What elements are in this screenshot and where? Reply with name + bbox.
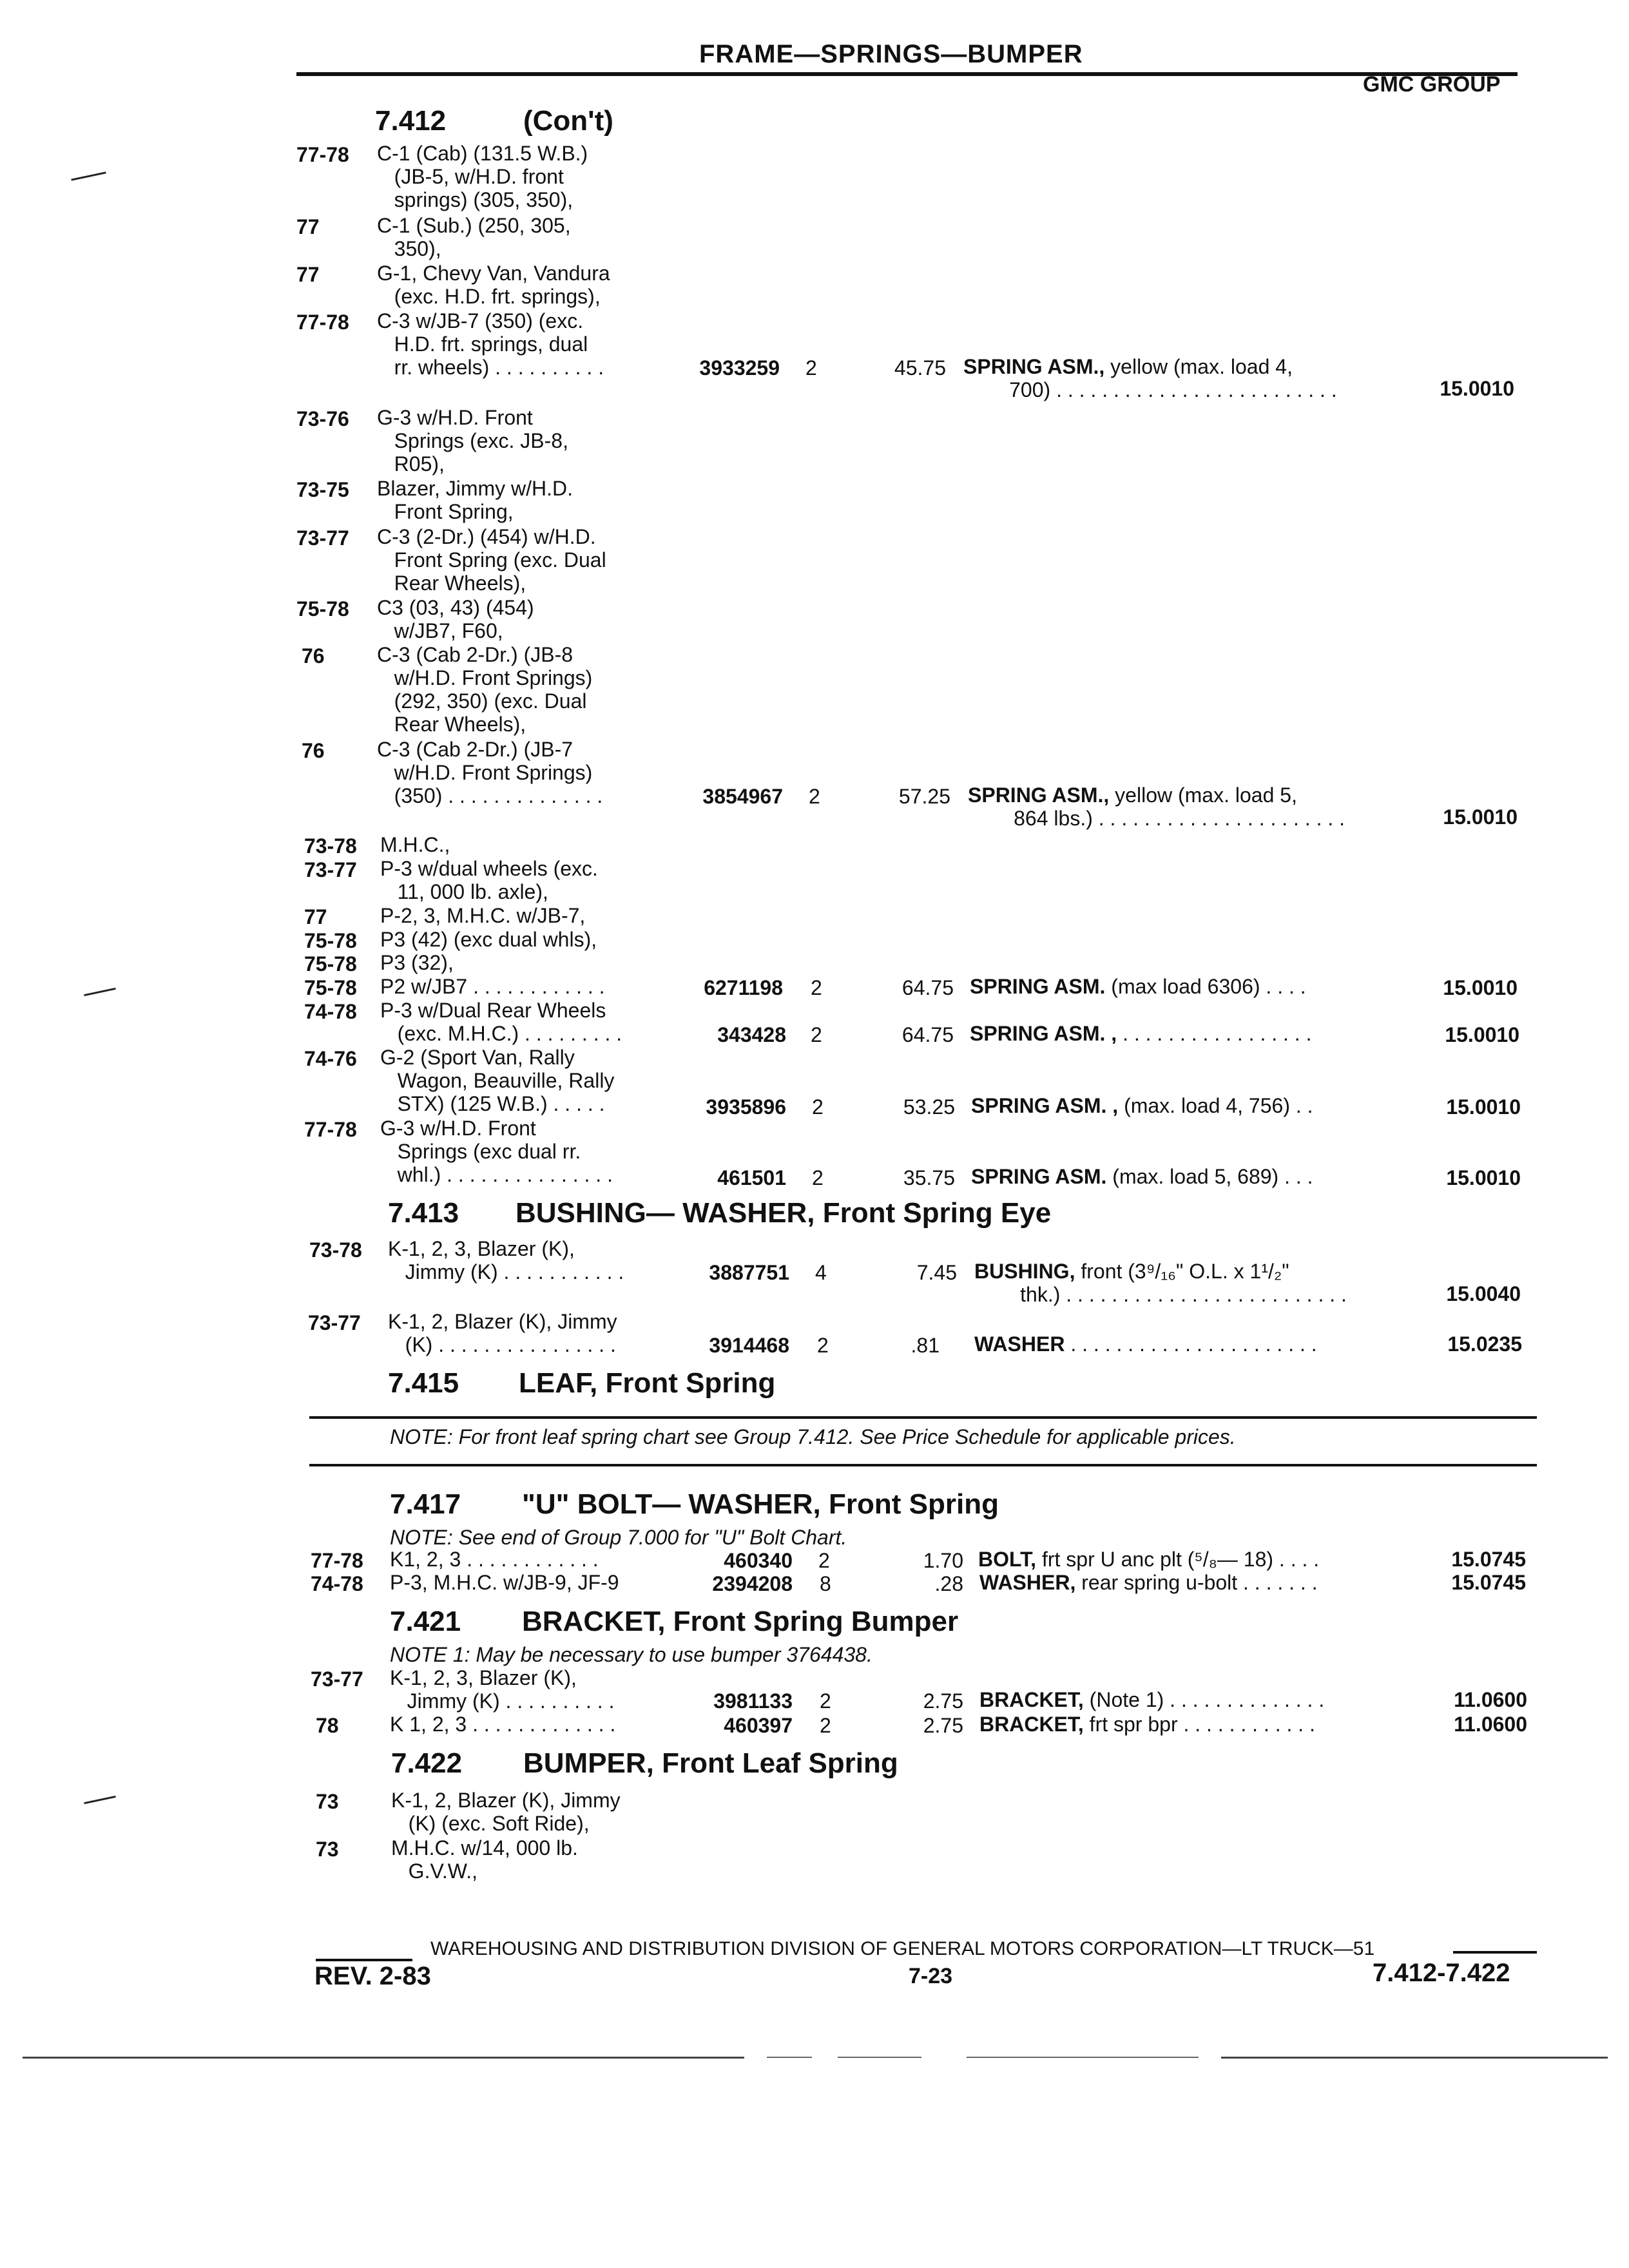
price: 7.45: [916, 1261, 957, 1284]
part-description: SPRING ASM. , . . . . . . . . . . . . . . . . .: [970, 1022, 1312, 1045]
scan-line: [967, 2057, 1199, 2058]
year: 74-78: [311, 1572, 363, 1595]
quantity: 2: [811, 976, 822, 999]
application: C-3 (2-Dr.) (454) w/H.D. Front Spring (exc. Dual Rear Wheels),: [377, 525, 606, 595]
application: P-3, M.H.C. w/JB-9, JF-9: [390, 1571, 619, 1594]
price: 35.75: [903, 1166, 955, 1189]
section-number: 7.417: [390, 1488, 461, 1520]
year: 75-78: [296, 597, 349, 620]
year: 75-78: [304, 976, 357, 999]
section-title: BRACKET, Front Spring Bumper: [522, 1606, 959, 1637]
application: M.H.C.,: [380, 833, 450, 856]
catalog-code: 15.0010: [1443, 805, 1518, 829]
year: 73: [316, 1790, 339, 1813]
section-title: (Con't): [523, 105, 613, 137]
quantity: 2: [809, 785, 820, 808]
catalog-code: 15.0235: [1447, 1332, 1522, 1356]
margin-mark: [71, 171, 106, 180]
part-number: 2394208: [712, 1572, 793, 1595]
year: 74-76: [304, 1047, 357, 1070]
year: 76: [302, 644, 325, 668]
part-description: SPRING ASM. , (max. load 4, 756) . .: [971, 1094, 1313, 1117]
year: 73-76: [296, 407, 349, 430]
quantity: 2: [820, 1689, 831, 1713]
price: 2.75: [923, 1714, 963, 1737]
part-number: 3887751: [709, 1261, 789, 1284]
scan-line: [838, 2057, 921, 2058]
year: 77: [296, 263, 320, 286]
scan-line: [1221, 2057, 1608, 2059]
catalog-code: 15.0010: [1443, 976, 1518, 999]
catalog-code: 11.0600: [1454, 1713, 1527, 1736]
catalog-code: 15.0745: [1451, 1548, 1526, 1571]
footer-rule-right: [1453, 1951, 1537, 1954]
footer-division: WAREHOUSING AND DISTRIBUTION DIVISION OF GENERAL MOTORS CORPORATION—LT TRUCK—51: [430, 1938, 1375, 1959]
price: 57.25: [898, 785, 950, 808]
year: 75-78: [304, 952, 357, 975]
quantity: 2: [805, 356, 817, 380]
catalog-code: 15.0010: [1446, 1166, 1521, 1189]
part-description: BUSHING, front (3⁹/₁₆" O.L. x 1¹/₂" thk.) . . . . . . . . . . . . . . . . . . . . . . . . .: [974, 1260, 1347, 1306]
scan-line: [23, 2057, 744, 2059]
application: C-3 w/JB-7 (350) (exc. H.D. frt. springs, dual rr. wheels) . . . . . . . . . .: [377, 309, 604, 379]
year: 75-78: [304, 929, 357, 952]
quantity: 2: [812, 1166, 824, 1189]
application: G-3 w/H.D. Front Springs (exc. JB-8, R05),: [377, 406, 568, 476]
footer-rule-left: [316, 1959, 412, 1961]
part-number: 6271198: [704, 976, 783, 999]
year: 77-78: [311, 1549, 363, 1572]
year: 77: [304, 905, 327, 928]
application: P-3 w/Dual Rear Wheels (exc. M.H.C.) . . . . . . . . .: [380, 999, 622, 1045]
catalog-code: 15.0040: [1446, 1282, 1521, 1305]
application: P-2, 3, M.H.C. w/JB-7,: [380, 904, 586, 927]
part-description: SPRING ASM., yellow (max. load 5, 864 lbs.) . . . . . . . . . . . . . . . . . . . . . .: [968, 783, 1345, 830]
part-description: SPRING ASM. (max load 6306) . . . .: [970, 975, 1306, 998]
price: 1.70: [923, 1549, 963, 1572]
catalog-code: 15.0745: [1451, 1571, 1526, 1594]
year: 73-77: [308, 1311, 361, 1334]
year: 73-77: [296, 526, 349, 550]
part-number: 3854967: [702, 785, 783, 808]
application: C3 (03, 43) (454) w/JB7, F60,: [377, 596, 534, 642]
part-number: 3935896: [706, 1095, 786, 1119]
part-description: BRACKET, frt spr bpr . . . . . . . . . . . .: [979, 1713, 1315, 1736]
application: K1, 2, 3 . . . . . . . . . . . .: [390, 1548, 599, 1571]
section-number: 7.413: [388, 1197, 459, 1229]
section-title: BUSHING— WASHER, Front Spring Eye: [516, 1197, 1052, 1229]
quantity: 2: [820, 1714, 831, 1737]
bracket-note: NOTE 1: May be necessary to use bumper 3764438.: [390, 1643, 872, 1666]
quantity: 2: [812, 1095, 824, 1119]
section-number: 7.421: [390, 1606, 461, 1637]
application: C-1 (Cab) (131.5 W.B.) (JB-5, w/H.D. front springs) (305, 350),: [377, 142, 588, 211]
quantity: 2: [817, 1334, 829, 1357]
application: C-3 (Cab 2-Dr.) (JB-7 w/H.D. Front Springs) (350) . . . . . . . . . . . . . .: [377, 738, 603, 807]
year: 73-75: [296, 478, 349, 501]
application: C-1 (Sub.) (250, 305, 350),: [377, 214, 571, 260]
application: P3 (42) (exc dual whls),: [380, 928, 597, 951]
part-number: 460340: [724, 1549, 793, 1572]
year: 77-78: [296, 311, 349, 334]
price: 53.25: [903, 1095, 955, 1119]
leaf-note: NOTE: For front leaf spring chart see Group 7.412. See Price Schedule for applicable prices.: [390, 1425, 1236, 1448]
year: 77-78: [296, 143, 349, 166]
year: 73-77: [304, 858, 357, 881]
part-description: SPRING ASM., yellow (max. load 4, 700) . . . . . . . . . . . . . . . . . . . . . . . . .: [963, 355, 1337, 401]
margin-mark: [84, 988, 116, 996]
part-number: 3933259: [699, 356, 780, 380]
quantity: 2: [818, 1549, 830, 1572]
section-title: LEAF, Front Spring: [519, 1367, 776, 1399]
part-number: 3914468: [709, 1334, 789, 1357]
year: 77: [296, 215, 320, 238]
application: G-3 w/H.D. Front Springs (exc dual rr. whl.) . . . . . . . . . . . . . . .: [380, 1117, 613, 1186]
price: 64.75: [901, 1023, 954, 1046]
part-number: 3981133: [713, 1689, 793, 1713]
catalog-code: 11.0600: [1454, 1688, 1527, 1711]
part-number: 460397: [724, 1714, 793, 1737]
section-range: 7.412-7.422: [1373, 1959, 1510, 1987]
year: 78: [316, 1714, 339, 1737]
catalog-code: 15.0010: [1440, 377, 1514, 400]
quantity: 4: [815, 1261, 827, 1284]
year: 74-78: [304, 1000, 357, 1023]
application: C-3 (Cab 2-Dr.) (JB-8 w/H.D. Front Springs) (292, 350) (exc. Dual Rear Wheels),: [377, 643, 593, 736]
application: K 1, 2, 3 . . . . . . . . . . . . .: [390, 1713, 616, 1736]
catalog-code: 15.0010: [1445, 1023, 1519, 1046]
year: 73-78: [304, 834, 357, 858]
part-number: 343428: [717, 1023, 786, 1046]
year: 73-77: [311, 1667, 363, 1691]
note-rule-top: [309, 1416, 1537, 1419]
application: K-1, 2, Blazer (K), Jimmy (K) (exc. Soft Ride),: [391, 1789, 621, 1835]
application: Blazer, Jimmy w/H.D. Front Spring,: [377, 477, 574, 523]
application: K-1, 2, Blazer (K), Jimmy (K) . . . . . . . . . . . . . . . .: [388, 1310, 617, 1356]
application: P3 (32),: [380, 951, 454, 974]
section-number: 7.422: [391, 1747, 463, 1779]
quantity: 8: [820, 1572, 831, 1595]
ubolt-note: NOTE: See end of Group 7.000 for "U" Bolt Chart.: [390, 1526, 847, 1549]
catalog-code: 15.0010: [1446, 1095, 1521, 1119]
part-description: BOLT, frt spr U anc plt (⁵/₈— 18) . . . .: [978, 1548, 1320, 1571]
application: G-1, Chevy Van, Vandura (exc. H.D. frt. springs),: [377, 262, 610, 308]
year: 73: [316, 1838, 339, 1861]
part-description: WASHER . . . . . . . . . . . . . . . . . . . . . .: [974, 1332, 1317, 1356]
section-title: BUMPER, Front Leaf Spring: [523, 1747, 898, 1779]
application: M.H.C. w/14, 000 lb. G.V.W.,: [391, 1836, 578, 1883]
page-title: FRAME—SPRINGS—BUMPER: [699, 40, 1083, 68]
part-description: SPRING ASM. (max. load 5, 689) . . .: [971, 1165, 1313, 1188]
part-description: BRACKET, (Note 1) . . . . . . . . . . . . . .: [979, 1688, 1325, 1711]
section-number: 7.415: [388, 1367, 459, 1399]
section-title: "U" BOLT— WASHER, Front Spring: [522, 1488, 999, 1520]
application: G-2 (Sport Van, Rally Wagon, Beauville, Rally STX) (125 W.B.) . . . . .: [380, 1046, 615, 1115]
margin-mark: [84, 1796, 116, 1804]
price: 64.75: [901, 976, 954, 999]
note-rule-bottom: [309, 1464, 1537, 1466]
revision-label: REV. 2-83: [314, 1962, 431, 1990]
price: 2.75: [923, 1689, 963, 1713]
section-number: 7.412: [375, 105, 447, 137]
page-number: 7-23: [909, 1964, 953, 1988]
price: .81: [911, 1334, 940, 1357]
quantity: 2: [811, 1023, 822, 1046]
application: P-3 w/dual wheels (exc. 11, 000 lb. axle),: [380, 857, 598, 903]
part-description: WASHER, rear spring u-bolt . . . . . . .: [979, 1571, 1318, 1594]
year: 76: [302, 739, 325, 762]
application: K-1, 2, 3, Blazer (K), Jimmy (K) . . . . . . . . . .: [390, 1666, 615, 1713]
year: 77-78: [304, 1118, 357, 1141]
year: 73-78: [309, 1238, 362, 1262]
price: .28: [934, 1572, 963, 1595]
part-number: 461501: [717, 1166, 786, 1189]
application: K-1, 2, 3, Blazer (K), Jimmy (K) . . . . . . . . . . .: [388, 1237, 624, 1283]
header-rule: [296, 72, 1518, 76]
price: 45.75: [894, 356, 946, 380]
group-label: GMC GROUP: [1363, 72, 1501, 97]
scan-line: [767, 2057, 812, 2058]
application: P2 w/JB7 . . . . . . . . . . . .: [380, 975, 605, 998]
